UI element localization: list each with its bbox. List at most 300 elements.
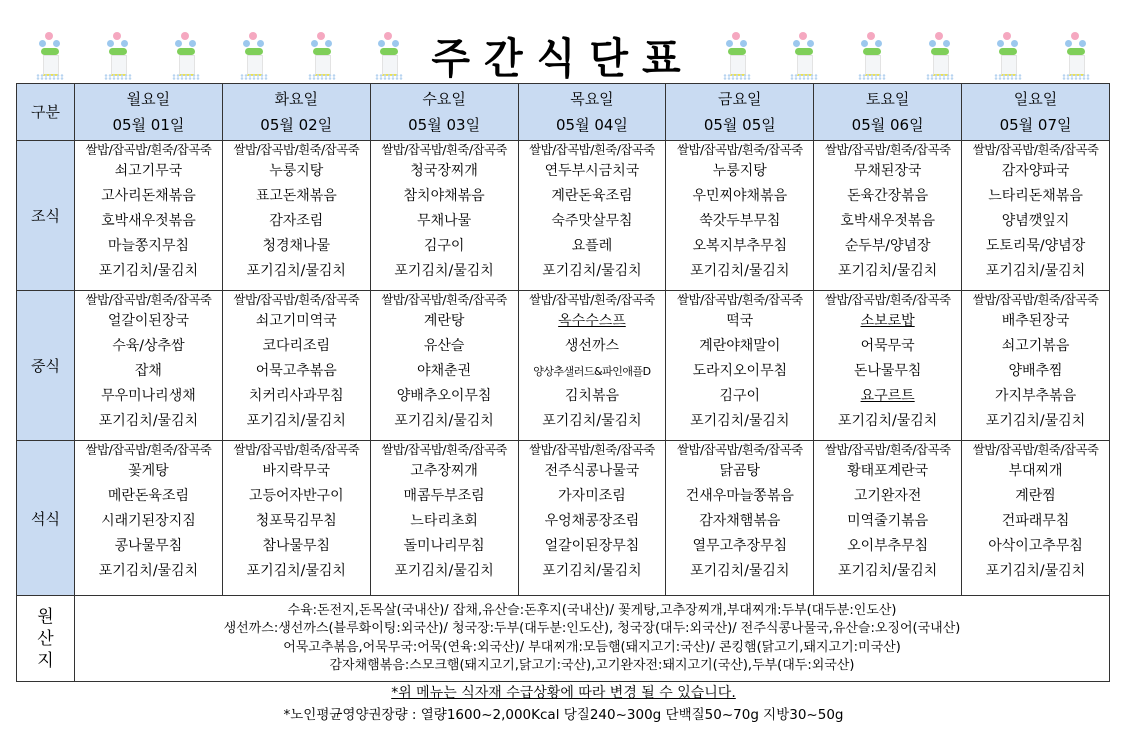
- menu-item-text: 어묵고추볶음: [255, 363, 337, 379]
- menu-item: [371, 409, 518, 434]
- day-name: 월요일: [126, 90, 171, 108]
- menu-cell: [814, 441, 962, 596]
- day-date: 05월 04일: [555, 116, 628, 134]
- rice-options: 쌀밥/잡곡밥/흰죽/잡곡죽: [824, 292, 951, 307]
- rice-options: 쌀밥/잡곡밥/흰죽/잡곡죽: [381, 142, 507, 157]
- menu-item: [75, 484, 222, 509]
- meal-row-2: [17, 441, 1110, 596]
- notes: [0, 682, 1127, 726]
- meal-label: 조식: [17, 141, 75, 291]
- menu-item-text: 부대찌개: [1008, 463, 1063, 479]
- origin-label-char: 원: [37, 606, 54, 627]
- menu-item-text: 치커리사과무침: [248, 388, 344, 404]
- menu-item-text: 감자채햄볶음: [699, 513, 781, 529]
- menu-item-text: 마늘쫑지무침: [107, 238, 189, 254]
- menu-cell: [666, 291, 814, 441]
- flower-pot-icon: [926, 30, 954, 82]
- menu-item-text: 감자조림: [269, 213, 324, 229]
- menu-cell: [814, 291, 962, 441]
- menu-item-text: 생선까스: [564, 338, 619, 354]
- day-header: [222, 84, 370, 141]
- menu-item-text: 계란탕: [423, 313, 465, 329]
- menu-item: [519, 209, 666, 234]
- menu-item-text: 포기김치/물김치: [394, 263, 494, 279]
- menu-item: [962, 259, 1109, 284]
- meal-label: 중식: [17, 291, 75, 441]
- origin-text: [75, 596, 1110, 682]
- menu-item-text: 쇠고기미역국: [255, 313, 337, 329]
- menu-item-text: 포기김치/물김치: [394, 413, 494, 429]
- menu-item: [666, 259, 813, 284]
- menu-item-text: 요구르트: [860, 388, 915, 404]
- menu-item: [519, 259, 666, 284]
- menu-item: [75, 534, 222, 559]
- menu-item-text: 매콤두부조림: [403, 488, 485, 504]
- origin-line: 생선까스:생선까스(블루화이팅:외국산)/ 청국장:두부(대두분:인도산), 청국장(대두:외국산)/ 전주식콩나물국,유산슬:오징어(국내산): [223, 621, 961, 636]
- menu-item: [223, 559, 370, 584]
- day-name: 토요일: [865, 90, 910, 108]
- rice-options: 쌀밥/잡곡밥/흰죽/잡곡죽: [233, 292, 360, 307]
- menu-item-text: 무우미나리생채: [101, 388, 196, 404]
- menu-item: [371, 459, 518, 484]
- rice-options: 쌀밥/잡곡밥/흰죽/잡곡죽: [824, 442, 951, 457]
- day-date: 05월 07일: [999, 116, 1072, 134]
- menu-item: [75, 409, 222, 434]
- menu-item-text: 돈나물무침: [853, 363, 922, 379]
- day-header: [666, 84, 814, 141]
- menu-item: [519, 309, 666, 334]
- menu-item-text: 소보로밥: [860, 313, 915, 329]
- menu-item-text: 시래기된장지짐: [101, 513, 196, 529]
- menu-item-text: 가자미조림: [558, 488, 626, 504]
- menu-item-text: 포기김치/물김치: [985, 563, 1086, 579]
- menu-item: [75, 159, 222, 184]
- menu-item-text: 쑥갓두부무침: [699, 213, 781, 229]
- menu-item-text: 바지락무국: [262, 463, 331, 479]
- menu-item-text: 건파래무침: [1001, 513, 1070, 529]
- menu-item: [962, 209, 1109, 234]
- origin-label: [17, 596, 75, 682]
- menu-item: [371, 559, 518, 584]
- rice-options: 쌀밥/잡곡밥/흰죽/잡곡죽: [972, 292, 1099, 307]
- menu-item-text: 요플레: [571, 238, 613, 254]
- menu-item-text: 야채춘권: [417, 363, 472, 379]
- menu-cell: [518, 141, 666, 291]
- menu-cell: [666, 141, 814, 291]
- menu-item: [223, 384, 370, 409]
- flower-pot-icon: [994, 30, 1022, 82]
- menu-item: [666, 459, 813, 484]
- origin-line: 어묵고추볶음,어묵무국:어묵(연육:외국산)/ 부대찌개:모듬햄(돼지고기:국산)/ 콘킹햄(닭고기,돼지고기:미국산): [283, 639, 901, 655]
- menu-item-text: 순두부/양념장: [844, 238, 931, 254]
- menu-cell: [370, 441, 518, 596]
- menu-item-text: 계란돈육조림: [551, 188, 633, 204]
- rice-options: 쌀밥/잡곡밥/흰죽/잡곡죽: [529, 142, 655, 157]
- menu-item-text: 얼갈이된장국: [107, 313, 189, 329]
- menu-item-text: 포기김치/물김치: [542, 413, 642, 429]
- menu-item-text: 미역줄기볶음: [847, 513, 929, 529]
- rice-options: 쌀밥/잡곡밥/흰죽/잡곡죽: [85, 292, 212, 307]
- menu-item-text: 오이부추무침: [847, 538, 929, 554]
- menu-item-text: 감자양파국: [1001, 163, 1070, 179]
- menu-cell: [75, 441, 223, 596]
- flower-pot-icon: [375, 30, 403, 82]
- menu-item-text: 숙주맛살무침: [551, 213, 633, 229]
- menu-item: [223, 459, 370, 484]
- flower-pot-icon: [104, 30, 132, 82]
- menu-item-text: 황태포계란국: [847, 463, 929, 479]
- menu-item: [223, 259, 370, 284]
- flower-pot-icon: [308, 30, 336, 82]
- flower-pot-icon: [858, 30, 886, 82]
- menu-item-text: 호박새우젓볶음: [101, 213, 196, 229]
- rice-options: 쌀밥/잡곡밥/흰죽/잡곡죽: [677, 442, 803, 457]
- menu-item-text: 계란야채말이: [699, 338, 781, 354]
- menu-cell: [222, 291, 370, 441]
- menu-cell: [370, 141, 518, 291]
- menu-item: [814, 259, 961, 284]
- menu-item-text: 수육/상추쌈: [112, 338, 185, 354]
- menu-item: [666, 509, 813, 534]
- menu-item: [666, 534, 813, 559]
- menu-item-text: 포기김치/물김치: [837, 413, 938, 429]
- menu-item: [75, 334, 222, 359]
- menu-cell: [370, 291, 518, 441]
- menu-item-text: 도라지오이무침: [692, 363, 788, 379]
- menu-item-text: 포기김치/물김치: [985, 413, 1086, 429]
- menu-cell: [666, 441, 814, 596]
- menu-item-text: 포기김치/물김치: [690, 413, 790, 429]
- page-title: 주간식단표: [431, 35, 695, 84]
- menu-item: [519, 509, 666, 534]
- menu-item: [223, 309, 370, 334]
- menu-item: [519, 159, 666, 184]
- rice-options: 쌀밥/잡곡밥/흰죽/잡곡죽: [972, 442, 1099, 457]
- weekly-menu-table: [16, 83, 1110, 682]
- menu-item-text: 포기김치/물김치: [690, 263, 790, 279]
- menu-item: [371, 384, 518, 409]
- menu-item: [814, 209, 961, 234]
- menu-item-text: 참나물무침: [262, 538, 331, 554]
- meal-row-1: [17, 291, 1110, 441]
- menu-item-text: 김구이: [719, 388, 761, 404]
- menu-item: [814, 309, 961, 334]
- menu-item-text: 무채나물: [417, 213, 472, 229]
- nutrition-guideline: *노인평균영양권장량 : 열량1600~2,000Kcal 당질240~300g 단백질50~70g 지방30~50g: [283, 707, 844, 723]
- menu-item: [666, 409, 813, 434]
- menu-item: [666, 159, 813, 184]
- menu-item-text: 양배추찜: [1008, 363, 1063, 379]
- menu-item-text: 고등어자반구이: [248, 488, 344, 504]
- menu-item-text: 포기김치/물김치: [98, 263, 199, 279]
- menu-item: [519, 459, 666, 484]
- day-date: 05월 06일: [851, 116, 924, 134]
- menu-item-text: 콩나물무침: [114, 538, 183, 554]
- meal-row-0: [17, 141, 1110, 291]
- menu-item: [223, 209, 370, 234]
- rice-options: 쌀밥/잡곡밥/흰죽/잡곡죽: [529, 442, 655, 457]
- menu-item-text: 꽃게탕: [128, 463, 169, 479]
- menu-item-text: 고기완자전: [853, 488, 922, 504]
- menu-item: [962, 459, 1109, 484]
- menu-item: [962, 409, 1109, 434]
- menu-item: [223, 334, 370, 359]
- menu-item: [962, 484, 1109, 509]
- menu-item-text: 우엉채콩장조림: [544, 513, 640, 529]
- menu-item: [223, 409, 370, 434]
- menu-item-text: 떡국: [726, 313, 754, 329]
- menu-item: [75, 459, 222, 484]
- menu-item: [223, 234, 370, 259]
- rice-options: 쌀밥/잡곡밥/흰죽/잡곡죽: [381, 442, 507, 457]
- menu-item-text: 양상추샐러드&파인애플D: [533, 365, 651, 378]
- day-date: 05월 03일: [408, 116, 481, 134]
- menu-item: [962, 309, 1109, 334]
- menu-item-text: 김치볶음: [564, 388, 619, 404]
- menu-item: [75, 384, 222, 409]
- menu-item-text: 참치야채볶음: [403, 188, 485, 204]
- menu-item: [223, 159, 370, 184]
- origin-line: 감자채햄볶음:스모크햄(돼지고기,닭고기:국산),고기완자전:돼지고기(국산),두부(대두:외국산): [329, 658, 855, 673]
- day-header: [814, 84, 962, 141]
- menu-item: [962, 359, 1109, 384]
- menu-item-text: 도토리묵/양념장: [985, 238, 1086, 254]
- menu-cell: [962, 291, 1110, 441]
- menu-item-text: 누룽지탕: [269, 163, 324, 179]
- menu-item-text: 양념깻잎지: [1001, 213, 1070, 229]
- menu-item-text: 느타리돈채볶음: [988, 188, 1083, 204]
- menu-item: [519, 384, 666, 409]
- menu-item-text: 계란찜: [1015, 488, 1056, 504]
- menu-item: [962, 559, 1109, 584]
- menu-item: [814, 359, 961, 384]
- menu-item-text: 오복지부추무침: [692, 238, 788, 254]
- menu-item: [814, 459, 961, 484]
- origin-line: 수육:돈전지,돈목살(국내산)/ 잡채,유산슬:돈후지(국내산)/ 꽃게탕,고추장찌개,부대찌개:두부(대두분:인도산): [287, 602, 897, 618]
- menu-cell: [518, 441, 666, 596]
- menu-item-text: 청경채나물: [262, 238, 331, 254]
- menu-item: [223, 184, 370, 209]
- menu-item: [962, 509, 1109, 534]
- menu-item: [519, 534, 666, 559]
- rice-options: 쌀밥/잡곡밥/흰죽/잡곡죽: [233, 442, 360, 457]
- menu-item: [75, 184, 222, 209]
- menu-item: [519, 559, 666, 584]
- menu-item: [666, 309, 813, 334]
- menu-item: [666, 184, 813, 209]
- menu-item-text: 느타리초회: [410, 513, 478, 529]
- menu-item-text: 누룽지탕: [712, 163, 767, 179]
- menu-cell: [962, 141, 1110, 291]
- menu-item-text: 얼갈이된장무침: [544, 538, 640, 554]
- menu-item: [75, 259, 222, 284]
- menu-item-text: 포기김치/물김치: [98, 413, 199, 429]
- menu-item: [519, 184, 666, 209]
- menu-item: [75, 209, 222, 234]
- rice-options: 쌀밥/잡곡밥/흰죽/잡곡죽: [381, 292, 507, 307]
- menu-item: [814, 334, 961, 359]
- meal-label: 석식: [17, 441, 75, 596]
- rice-options: 쌀밥/잡곡밥/흰죽/잡곡죽: [677, 142, 803, 157]
- menu-item-text: 청국장찌개: [410, 163, 478, 179]
- menu-item: [371, 209, 518, 234]
- day-name: 일요일: [1013, 90, 1058, 108]
- menu-item-text: 포기김치/물김치: [837, 563, 938, 579]
- menu-item-text: 아삭이고추무침: [988, 538, 1083, 554]
- day-name: 금요일: [718, 90, 762, 108]
- menu-item: [371, 259, 518, 284]
- menu-item: [666, 484, 813, 509]
- day-date: 05월 01일: [112, 116, 185, 134]
- menu-item-text: 코다리조림: [262, 338, 331, 354]
- menu-cell: [222, 141, 370, 291]
- menu-cell: [518, 291, 666, 441]
- day-name: 목요일: [570, 90, 614, 108]
- menu-item-text: 어묵무국: [860, 338, 915, 354]
- origin-row: [17, 596, 1110, 682]
- day-header: [962, 84, 1110, 141]
- flower-pot-icon: [790, 30, 818, 82]
- day-name: 화요일: [274, 90, 318, 108]
- rice-options: 쌀밥/잡곡밥/흰죽/잡곡죽: [85, 142, 212, 157]
- menu-item: [962, 159, 1109, 184]
- day-header: [75, 84, 223, 141]
- day-header: [370, 84, 518, 141]
- menu-item: [75, 509, 222, 534]
- menu-item: [814, 509, 961, 534]
- menu-item: [814, 184, 961, 209]
- rice-options: 쌀밥/잡곡밥/흰죽/잡곡죽: [233, 142, 360, 157]
- category-header: 구분: [17, 84, 75, 141]
- menu-item-text: 쇠고기무국: [114, 163, 183, 179]
- menu-item-text: 고추장찌개: [410, 463, 478, 479]
- menu-item: [814, 559, 961, 584]
- menu-item-text: 포기김치/물김치: [542, 263, 642, 279]
- flower-pot-icon: [1062, 30, 1090, 82]
- menu-item: [666, 384, 813, 409]
- rice-options: 쌀밥/잡곡밥/흰죽/잡곡죽: [972, 142, 1099, 157]
- day-name: 수요일: [422, 90, 466, 108]
- menu-cell: [75, 141, 223, 291]
- day-header: [518, 84, 666, 141]
- menu-item: [371, 534, 518, 559]
- rice-options: 쌀밥/잡곡밥/흰죽/잡곡죽: [824, 142, 951, 157]
- menu-item-text: 가지부추볶음: [994, 388, 1077, 404]
- menu-item: [371, 359, 518, 384]
- menu-item-text: 포기김치/물김치: [246, 263, 346, 279]
- menu-item-text: 고사리돈채볶음: [101, 188, 196, 204]
- menu-item: [962, 184, 1109, 209]
- flower-pot-icon: [723, 30, 751, 82]
- menu-item-text: 포기김치/물김치: [246, 413, 346, 429]
- menu-item-text: 배추된장국: [1001, 313, 1070, 329]
- menu-item: [814, 534, 961, 559]
- menu-item-text: 옥수수스프: [558, 313, 626, 329]
- day-date: 05월 02일: [260, 116, 333, 134]
- menu-item-text: 포기김치/물김치: [246, 563, 346, 579]
- menu-item: [223, 534, 370, 559]
- menu-item-text: 잡채: [134, 363, 162, 379]
- menu-item: [223, 359, 370, 384]
- flower-pot-decoration-right: [703, 30, 1110, 82]
- menu-cell: [75, 291, 223, 441]
- header-row: [17, 84, 1110, 141]
- menu-item: [75, 559, 222, 584]
- flower-pot-icon: [172, 30, 200, 82]
- menu-item: [519, 359, 666, 384]
- menu-item-text: 돌미나리무침: [403, 538, 485, 554]
- menu-item-text: 포기김치/물김치: [690, 563, 790, 579]
- title-banner: [16, 28, 1110, 83]
- menu-item: [519, 334, 666, 359]
- menu-cell: [222, 441, 370, 596]
- menu-item-text: 표고돈채볶음: [255, 188, 337, 204]
- menu-item: [666, 559, 813, 584]
- origin-label-char: 지: [37, 650, 54, 671]
- menu-item: [814, 409, 961, 434]
- menu-item: [666, 359, 813, 384]
- menu-item-text: 닭곰탕: [719, 463, 761, 479]
- menu-item-text: 쇠고기볶음: [1001, 338, 1070, 354]
- menu-item-text: 호박새우젓볶음: [840, 213, 935, 229]
- menu-item-text: 무채된장국: [853, 163, 922, 179]
- menu-item: [75, 234, 222, 259]
- menu-item: [371, 509, 518, 534]
- menu-item: [371, 484, 518, 509]
- menu-item: [962, 384, 1109, 409]
- menu-item: [666, 234, 813, 259]
- menu-item: [223, 484, 370, 509]
- menu-item-text: 우민찌야채볶음: [692, 188, 788, 204]
- menu-cell: [814, 141, 962, 291]
- menu-item: [75, 309, 222, 334]
- menu-item-text: 건새우마늘쫑볶음: [685, 488, 794, 504]
- menu-item-text: 유산슬: [423, 338, 465, 354]
- menu-item: [962, 234, 1109, 259]
- menu-item: [666, 334, 813, 359]
- flower-pot-icon: [240, 30, 268, 82]
- menu-item: [962, 334, 1109, 359]
- menu-item: [371, 159, 518, 184]
- menu-item: [371, 309, 518, 334]
- menu-item-text: 청포묵김무침: [255, 513, 337, 529]
- menu-item-text: 연두부시금치국: [544, 163, 640, 179]
- menu-item-text: 포기김치/물김치: [985, 263, 1086, 279]
- menu-item: [814, 234, 961, 259]
- flower-pot-icon: [36, 30, 64, 82]
- menu-item: [75, 359, 222, 384]
- menu-item: [371, 334, 518, 359]
- menu-item: [519, 409, 666, 434]
- menu-item: [223, 509, 370, 534]
- menu-item: [666, 209, 813, 234]
- menu-cell: [962, 441, 1110, 596]
- menu-item: [371, 184, 518, 209]
- rice-options: 쌀밥/잡곡밥/흰죽/잡곡죽: [85, 442, 212, 457]
- origin-label-char: 산: [37, 628, 54, 649]
- day-date: 05월 05일: [703, 116, 776, 134]
- menu-item-text: 포기김치/물김치: [98, 563, 199, 579]
- menu-item: [814, 484, 961, 509]
- change-notice: *위 메뉴는 식자재 수급상황에 따라 변경 될 수 있습니다.: [391, 685, 736, 701]
- rice-options: 쌀밥/잡곡밥/흰죽/잡곡죽: [677, 292, 803, 307]
- menu-item: [814, 384, 961, 409]
- menu-item: [371, 234, 518, 259]
- menu-item-text: 메란돈육조림: [107, 488, 189, 504]
- menu-item-text: 김구이: [423, 238, 465, 254]
- menu-item-text: 포기김치/물김치: [837, 263, 938, 279]
- menu-item-text: 돈육간장볶음: [847, 188, 929, 204]
